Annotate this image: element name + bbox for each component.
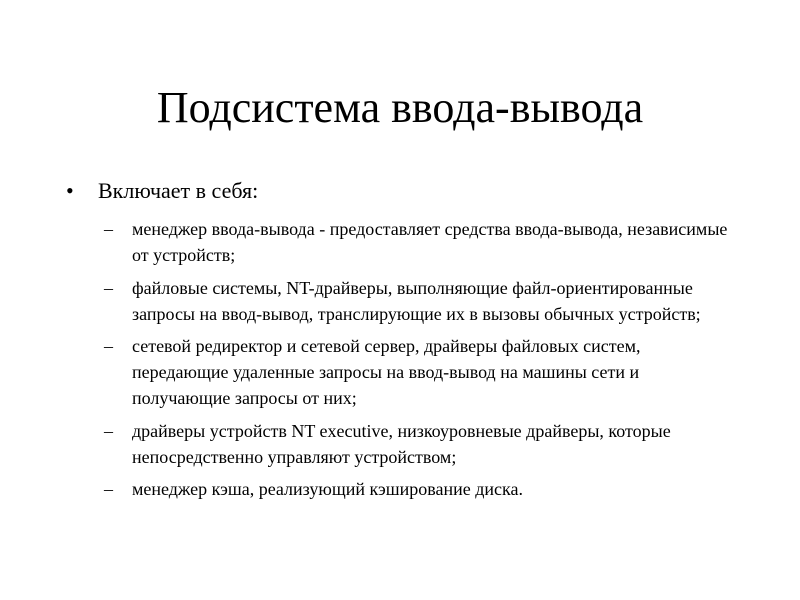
sub-bullet-text: менеджер кэша, реализующий кэширование диска. xyxy=(132,479,523,499)
dash-marker: – xyxy=(104,277,113,298)
dash-marker: – xyxy=(104,219,113,239)
sub-bullet-text: сетевой редиректор и сетевой сервер, драйверы файловых систем, передающие удаленные запросы на ввод-вывод на машины сети и получающие запросы от них; xyxy=(132,336,641,408)
bullet-item xyxy=(66,176,746,206)
dash-marker: – xyxy=(104,420,113,441)
sub-bullet-text: файловые системы, NT-драйверы, выполняющие файл-ориентированные запросы на ввод-вывод, транслирующие их в вызовы обычных устройств; xyxy=(132,277,701,324)
dash-marker: – xyxy=(104,479,113,499)
sub-bullet-item xyxy=(104,418,734,470)
sub-bullet-list xyxy=(104,216,734,509)
sub-bullet-item xyxy=(104,333,734,411)
dash-marker: – xyxy=(104,336,113,356)
sub-bullet-text: менеджер ввода-вывода - предоставляет средства ввода-вывода, независимые от устройств; xyxy=(132,219,728,265)
bullet-marker: • xyxy=(66,178,74,203)
sub-bullet-item xyxy=(104,216,734,268)
slide-title: Подсистема ввода-вывода xyxy=(156,83,644,132)
bullet-text: Включает в себя: xyxy=(98,178,259,203)
sub-bullet-item xyxy=(104,476,734,502)
sub-bullet-item xyxy=(104,275,734,327)
sub-bullet-text: драйверы устройств NT executive, низкоуровневые драйверы, которые непосредственно управляют устройством; xyxy=(132,420,671,467)
